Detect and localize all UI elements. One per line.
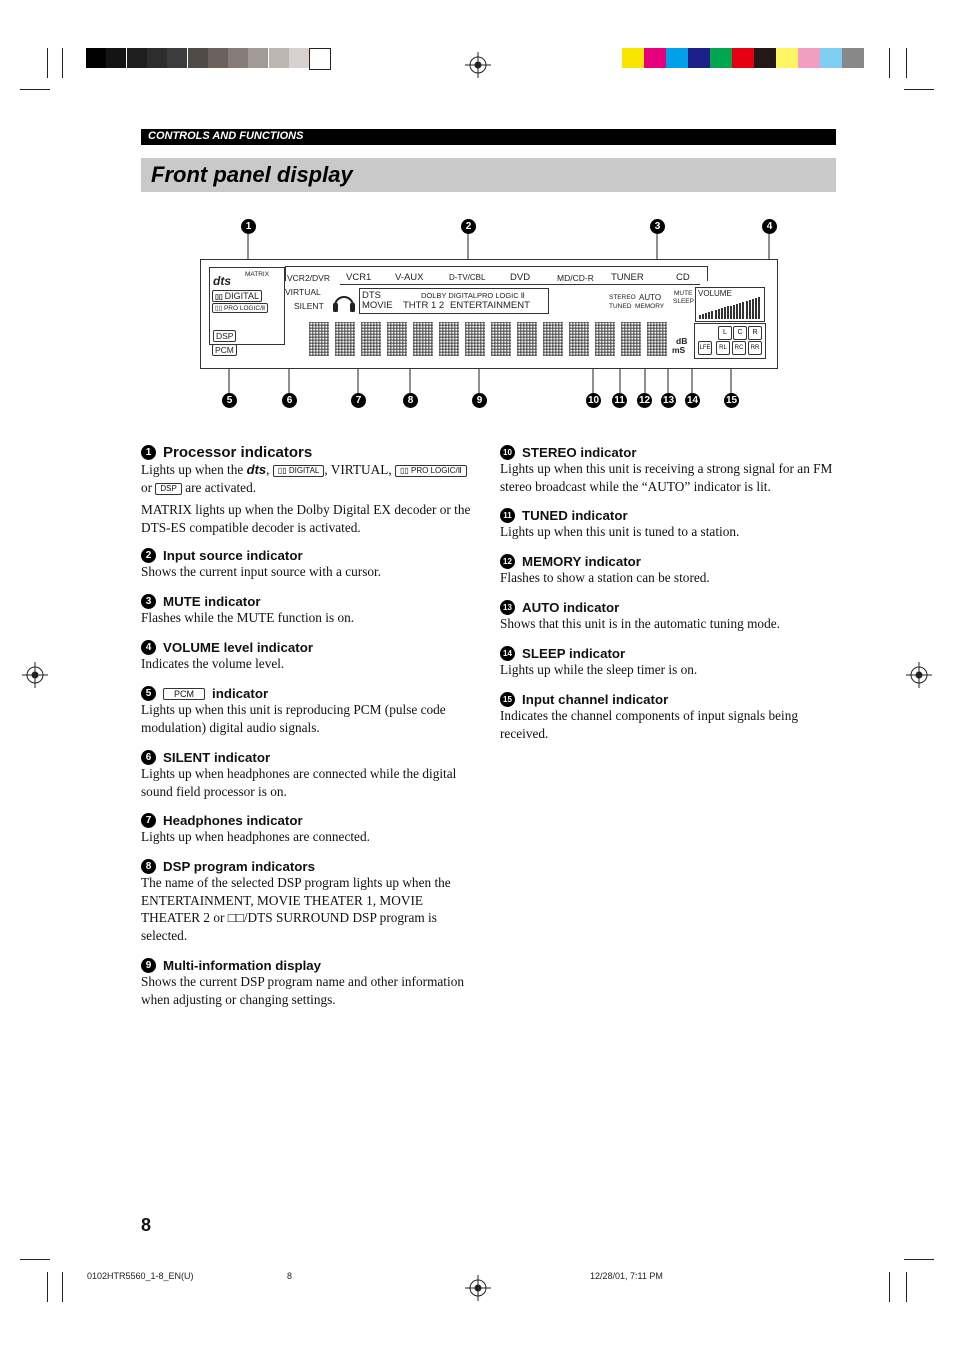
virtual-indicator: VIRTUAL <box>285 287 321 297</box>
item-title: MEMORY indicator <box>522 554 641 569</box>
item-title: STEREO indicator <box>522 445 637 460</box>
item-number: 9 <box>141 958 156 973</box>
channel-rl-indicator: RL <box>716 341 730 355</box>
volume-bar <box>705 313 707 319</box>
item-number: 3 <box>141 594 156 609</box>
volume-meter <box>695 287 765 322</box>
item-4 <box>141 640 481 673</box>
matrix-character <box>439 322 459 356</box>
callout-15: 15 <box>725 395 738 406</box>
source-tuner: TUNER <box>611 272 644 283</box>
item-title: AUTO indicator <box>522 600 620 615</box>
callout-1: 1 <box>241 219 256 234</box>
footer-page: 8 <box>287 1271 293 1281</box>
item-text <box>141 461 481 496</box>
volume-bar <box>742 302 744 319</box>
matrix-character <box>361 322 381 356</box>
volume-bar <box>721 308 723 319</box>
item-13 <box>500 600 840 633</box>
entertainment-indicator: ENTERTAINMENT <box>450 300 530 311</box>
memory-indicator: MEMORY <box>635 303 665 310</box>
source-cd: CD <box>676 272 690 283</box>
matrix-character <box>335 322 355 356</box>
item-number: 4 <box>141 640 156 655</box>
matrix-character <box>595 322 615 356</box>
matrix-character <box>621 322 641 356</box>
item-6 <box>141 750 481 800</box>
callout-14: 14 <box>686 395 699 406</box>
matrix-character <box>517 322 537 356</box>
item-2 <box>141 548 481 581</box>
channel-l-indicator: L <box>718 326 732 340</box>
pcm-indicator: PCM <box>212 344 237 356</box>
source-v-aux: V-AUX <box>395 272 424 283</box>
pro-logic-text: PRO LOGIC <box>223 305 261 312</box>
volume-bar <box>746 301 748 319</box>
item-text: Lights up when headphones are connected while the digital sound field processor is on. <box>141 766 457 799</box>
item-text: Lights up when this unit is tuned to a station. <box>500 524 740 539</box>
channel-lfe-indicator: LFE <box>698 341 712 355</box>
footer-file: 0102HTR5560_1-8_EN(U) <box>87 1271 194 1281</box>
source-vcr1: VCR1 <box>346 272 372 283</box>
thtr-indicator: THTR 1 2 <box>403 300 445 311</box>
digital-text: DIGITAL <box>224 291 259 301</box>
item-title: SLEEP indicator <box>522 646 626 661</box>
silent-indicator: SILENT <box>294 301 324 311</box>
logo-pl-text: PRO LOGIC/ <box>411 466 458 475</box>
dts-logo-icon: dts <box>213 274 231 288</box>
page-number: 8 <box>141 1215 152 1235</box>
item-number: 15 <box>500 692 515 707</box>
volume-bars <box>699 297 761 319</box>
logo-digital-text: DIGITAL <box>288 466 320 475</box>
callout-9: 9 <box>472 393 487 408</box>
dsp-logo: DSP <box>155 483 181 495</box>
item-12 <box>500 554 840 587</box>
item-1 <box>141 444 481 537</box>
auto-indicator: AUTO <box>639 293 662 302</box>
volume-bar <box>727 306 729 319</box>
item-text-or: or <box>141 479 153 495</box>
item-title: Headphones indicator <box>163 813 303 828</box>
registration-target-icon <box>906 662 932 688</box>
matrix-character <box>465 322 485 356</box>
callout-13: 13 <box>662 395 675 406</box>
crop-mark <box>20 1259 50 1260</box>
volume-bar <box>730 306 732 320</box>
volume-bar <box>739 303 741 319</box>
item-number: 11 <box>500 508 515 523</box>
crop-mark <box>62 1272 63 1302</box>
dolby-digital-logo: ▯▯ DIGITAL <box>273 465 325 477</box>
matrix-character <box>543 322 563 356</box>
item-text: Lights up when this unit is reproducing PCM (pulse code modulation) digital audio signals. <box>141 702 446 735</box>
item-text-virtual: , VIRTUAL, <box>324 462 392 477</box>
callout-7: 7 <box>351 393 366 408</box>
volume-bar <box>736 304 738 319</box>
item-text: Indicates the volume level. <box>141 656 285 671</box>
item-text-pre: Lights up when the <box>141 462 244 477</box>
item-9 <box>141 958 481 1008</box>
item-number: 12 <box>500 554 515 569</box>
item-15 <box>500 692 840 742</box>
source-vcr2-dvr: VCR2/DVR <box>287 273 330 283</box>
item-text-sep: , <box>266 462 270 477</box>
volume-bar <box>699 315 701 319</box>
matrix-character <box>647 322 667 356</box>
registration-target-icon <box>22 662 48 688</box>
pro-logic-logo: ▯▯ PRO LOGIC/Ⅱ <box>395 465 467 477</box>
dolby-digital-indicator: ▯▯ DIGITAL <box>212 290 262 302</box>
registration-target-icon <box>465 1275 491 1301</box>
crop-mark <box>904 1259 934 1260</box>
item-title: VOLUME level indicator <box>163 640 313 655</box>
item-7 <box>141 813 481 846</box>
item-number: 10 <box>500 445 515 460</box>
volume-bar <box>724 307 726 319</box>
item-text: Shows the current input source with a cursor. <box>141 564 382 579</box>
volume-bar <box>708 312 710 319</box>
volume-bar <box>755 298 757 319</box>
item-title: TUNED indicator <box>522 508 628 523</box>
item-text: Lights up while the sleep timer is on. <box>500 662 698 677</box>
db-unit: dB <box>676 336 688 346</box>
dsp-indicator: DSP <box>213 330 236 342</box>
volume-bar <box>752 299 754 319</box>
matrix-character <box>309 322 329 356</box>
volume-bar <box>733 305 735 319</box>
item-number: 13 <box>500 600 515 615</box>
page-title: Front panel display <box>151 162 353 187</box>
headphones-icon <box>331 290 357 314</box>
item-title: SILENT indicator <box>163 750 271 765</box>
crop-mark <box>906 1272 907 1302</box>
item-text: Flashes while the MUTE function is on. <box>141 610 355 625</box>
item-number: 6 <box>141 750 156 765</box>
callout-4: 4 <box>762 219 777 234</box>
dts-logo-icon: dts <box>246 462 267 477</box>
callout-11: 11 <box>612 393 627 408</box>
source-cursor-line <box>340 284 700 285</box>
callout-10: 10 <box>587 395 600 406</box>
volume-bar <box>715 310 717 319</box>
item-5 <box>141 686 481 736</box>
matrix-character <box>413 322 433 356</box>
item-title: indicator <box>212 686 269 701</box>
callout-2: 2 <box>461 219 476 234</box>
source-dvd: DVD <box>510 272 531 283</box>
item-title: MUTE indicator <box>163 594 261 609</box>
item-number: 7 <box>141 813 156 828</box>
volume-bar <box>711 311 713 319</box>
crop-mark <box>47 1272 48 1302</box>
item-11 <box>500 508 840 541</box>
volume-bar <box>749 300 751 319</box>
item-text: The name of the selected DSP program lights up when the ENTERTAINMENT, MOVIE THEATER 1, MOVIE THEATER 2 or □□/DTS SURROUND DSP program is selected. <box>141 875 451 944</box>
matrix-character <box>491 322 511 356</box>
item-text: Flashes to show a station can be stored. <box>500 570 710 585</box>
dolby-pro-logic-program-indicator: DOLBY DIGITALPRO LOGIC Ⅱ <box>421 291 525 300</box>
channel-r-indicator: R <box>748 326 762 340</box>
item-number: 1 <box>141 445 156 460</box>
callout-5: 5 <box>222 393 237 408</box>
item-text: Lights up when headphones are connected. <box>141 829 370 844</box>
footer-date: 12/28/01, 7:11 PM <box>590 1271 663 1281</box>
item-8 <box>141 859 481 945</box>
item-title: Input source indicator <box>163 548 303 563</box>
volume-label: VOLUME <box>698 289 732 298</box>
section-label: CONTROLS AND FUNCTIONS <box>148 130 304 142</box>
volume-bar <box>718 309 720 319</box>
tuned-indicator: TUNED <box>609 303 632 310</box>
dts-program-indicator: DTS <box>362 290 381 301</box>
callout-3: 3 <box>650 219 665 234</box>
pcm-badge: PCM <box>163 688 205 700</box>
channel-rr-indicator: RR <box>748 341 762 355</box>
callout-8: 8 <box>403 393 418 408</box>
channel-c-indicator: C <box>733 326 747 340</box>
source-d-tv-cbl: D-TV/CBL <box>449 273 486 282</box>
movie-indicator: MOVIE <box>362 300 393 311</box>
matrix-label: MATRIX <box>245 271 270 278</box>
crop-mark <box>889 1272 890 1302</box>
item-text-2: MATRIX lights up when the Dolby Digital EX decoder or the DTS-ES compatible decoder is activated. <box>141 502 471 536</box>
matrix-character <box>569 322 589 356</box>
mute-indicator: MUTE <box>674 290 693 297</box>
item-title: Processor indicators <box>163 444 313 461</box>
pro-logic-indicator: ▯▯ PRO LOGIC/Ⅱ <box>212 303 268 313</box>
ms-unit: mS <box>672 345 686 355</box>
item-number: 14 <box>500 646 515 661</box>
item-text: Indicates the channel components of input signals being received. <box>500 708 798 741</box>
item-text: Lights up when this unit is receiving a strong signal for an FM stereo broadcast while the “AUTO” indicator is lit. <box>500 461 833 494</box>
item-title: Input channel indicator <box>522 692 669 707</box>
sleep-indicator: SLEEP <box>673 298 694 305</box>
dolby-pl-text: DOLBY DIGITALPRO LOGIC <box>421 291 519 300</box>
callout-12: 12 <box>638 395 651 406</box>
item-number: 2 <box>141 548 156 563</box>
source-md-cd-r: MD/CD-R <box>557 273 594 283</box>
item-title: Multi-information display <box>163 958 322 973</box>
volume-bar <box>702 314 704 319</box>
item-text: Shows that this unit is in the automatic tuning mode. <box>500 616 780 631</box>
item-10 <box>500 445 840 495</box>
matrix-character <box>387 322 407 356</box>
item-title: DSP program indicators <box>163 859 315 874</box>
item-text: Shows the current DSP program name and other information when adjusting or changing settings. <box>141 974 464 1007</box>
item-3 <box>141 594 481 627</box>
item-number: 5 <box>141 686 156 701</box>
item-number: 8 <box>141 859 156 874</box>
item-text-post: are activated. <box>185 479 257 495</box>
channel-rc-indicator: RC <box>732 341 746 355</box>
volume-bar <box>758 297 760 319</box>
stereo-indicator: STEREO <box>609 294 636 301</box>
item-14 <box>500 646 840 679</box>
callout-6: 6 <box>282 393 297 408</box>
